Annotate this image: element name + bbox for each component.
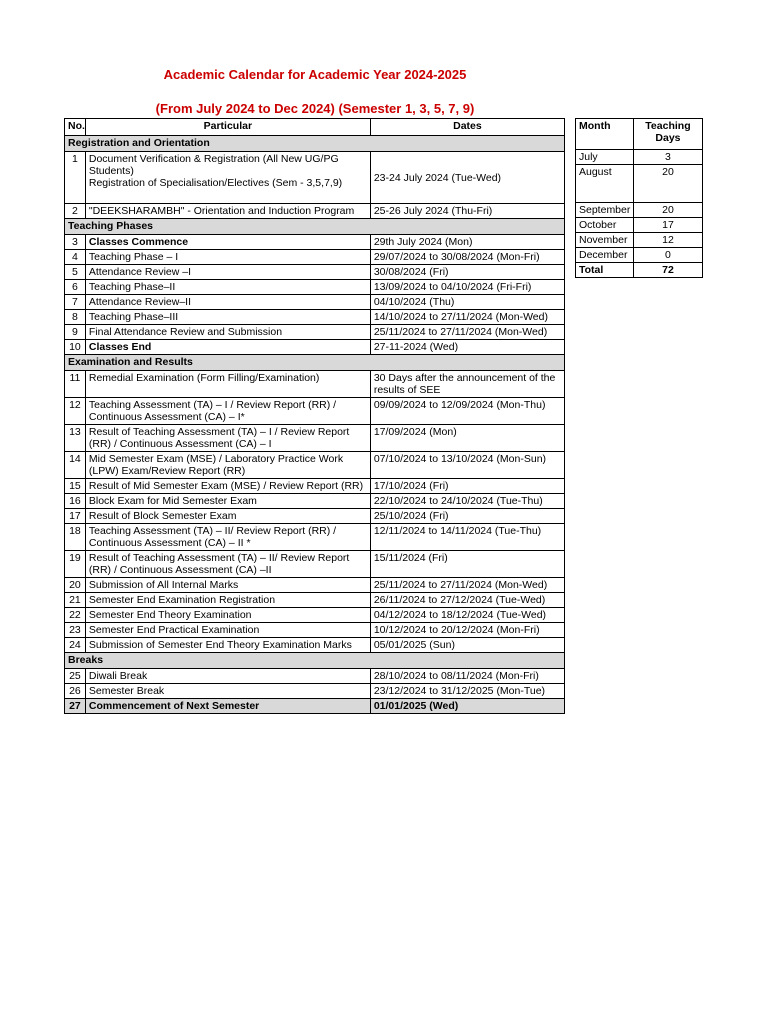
- table-row: [65, 295, 565, 310]
- row-particular: Final Attendance Review and Submission: [85, 325, 370, 340]
- row-particular: "DEEKSHARAMBH" - Orientation and Induction Program: [85, 204, 370, 219]
- month-days: 12: [633, 233, 702, 248]
- row-particular: Submission of All Internal Marks: [85, 578, 370, 593]
- row-particular: Teaching Phase – I: [85, 250, 370, 265]
- month-days: 3: [633, 150, 702, 165]
- calendar-table: [64, 118, 565, 714]
- row-particular: Teaching Phase–II: [85, 280, 370, 295]
- row-date: 23-24 July 2024 (Tue-Wed): [370, 152, 564, 204]
- month-row: [576, 218, 703, 233]
- row-date: 14/10/2024 to 27/11/2024 (Mon-Wed): [370, 310, 564, 325]
- month-row: [576, 150, 703, 165]
- month-row: [576, 248, 703, 263]
- section-row: [65, 136, 565, 152]
- table-row: [65, 669, 565, 684]
- table-row: [65, 524, 565, 551]
- month-row: [576, 233, 703, 248]
- table-row: [65, 494, 565, 509]
- section-row: [65, 355, 565, 371]
- row-particular: Result of Block Semester Exam: [85, 509, 370, 524]
- table-header-row: [65, 119, 565, 136]
- row-date: 23/12/2024 to 31/12/2025 (Mon-Tue): [370, 684, 564, 699]
- row-particular: Block Exam for Mid Semester Exam: [85, 494, 370, 509]
- table-row: [65, 479, 565, 494]
- month-name: August: [576, 165, 634, 203]
- row-no: 7: [65, 295, 86, 310]
- month-name: November: [576, 233, 634, 248]
- row-date: 26/11/2024 to 27/12/2024 (Tue-Wed): [370, 593, 564, 608]
- table-row: [65, 250, 565, 265]
- row-no: 11: [65, 371, 86, 398]
- row-date: 17/10/2024 (Fri): [370, 479, 564, 494]
- row-date: 25/11/2024 to 27/11/2024 (Mon-Wed): [370, 325, 564, 340]
- section-title: Breaks: [65, 653, 565, 669]
- row-date: 13/09/2024 to 04/10/2024 (Fri-Fri): [370, 280, 564, 295]
- header-teaching-days: Teaching Days: [633, 119, 702, 150]
- row-no: 10: [65, 340, 86, 355]
- month-row: [576, 165, 703, 203]
- row-date: 04/10/2024 (Thu): [370, 295, 564, 310]
- row-no: 18: [65, 524, 86, 551]
- row-date: 28/10/2024 to 08/11/2024 (Mon-Fri): [370, 669, 564, 684]
- month-name: September: [576, 203, 634, 218]
- section-row: [65, 219, 565, 235]
- row-particular: [85, 152, 370, 204]
- row-date: 30 Days after the announcement of the results of SEE: [370, 371, 564, 398]
- table-row: [65, 684, 565, 699]
- row-no: 9: [65, 325, 86, 340]
- row-no: 25: [65, 669, 86, 684]
- header-particular: Particular: [85, 119, 370, 136]
- table-row: [65, 340, 565, 355]
- row-particular: Semester End Practical Examination: [85, 623, 370, 638]
- row-particular: Attendance Review–II: [85, 295, 370, 310]
- row-date: 12/11/2024 to 14/11/2024 (Tue-Thu): [370, 524, 564, 551]
- page-subtitle: (From July 2024 to Dec 2024) (Semester 1, 3, 5, 7, 9): [155, 101, 475, 116]
- row-date: 09/09/2024 to 12/09/2024 (Mon-Thu): [370, 398, 564, 425]
- row-no: 1: [65, 152, 86, 204]
- row-no: 8: [65, 310, 86, 325]
- row-no: 13: [65, 425, 86, 452]
- row-particular-line: Document Verification & Registration (All New UG/PG Students): [88, 153, 339, 177]
- row-no: 2: [65, 204, 86, 219]
- row-particular: Teaching Assessment (TA) – I / Review Report (RR) / Continuous Assessment (CA) – I*: [85, 398, 370, 425]
- row-date: 04/12/2024 to 18/12/2024 (Tue-Wed): [370, 608, 564, 623]
- row-date: 25/11/2024 to 27/11/2024 (Mon-Wed): [370, 578, 564, 593]
- row-particular: Teaching Assessment (TA) – II/ Review Report (RR) / Continuous Assessment (CA) – II *: [85, 524, 370, 551]
- row-no: 17: [65, 509, 86, 524]
- row-no: 22: [65, 608, 86, 623]
- month-days: 20: [633, 165, 702, 203]
- row-particular: Mid Semester Exam (MSE) / Laboratory Practice Work (LPW) Exam/Review Report (RR): [85, 452, 370, 479]
- row-no: 4: [65, 250, 86, 265]
- row-no: 12: [65, 398, 86, 425]
- row-particular: Semester Break: [85, 684, 370, 699]
- header-dates: Dates: [370, 119, 564, 136]
- month-name: December: [576, 248, 634, 263]
- table-row: [65, 325, 565, 340]
- table-row: [65, 623, 565, 638]
- row-date: 17/09/2024 (Mon): [370, 425, 564, 452]
- side-header-row: [576, 119, 703, 150]
- row-date: 25/10/2024 (Fri): [370, 509, 564, 524]
- table-row-highlighted: [65, 699, 565, 714]
- total-label: Total: [576, 263, 634, 278]
- row-no: 21: [65, 593, 86, 608]
- row-date: 22/10/2024 to 24/10/2024 (Tue-Thu): [370, 494, 564, 509]
- section-title: Teaching Phases: [65, 219, 565, 235]
- row-particular: Classes Commence: [85, 235, 370, 250]
- section-title: Registration and Orientation: [65, 136, 565, 152]
- row-date: 27-11-2024 (Wed): [370, 340, 564, 355]
- row-date: 15/11/2024 (Fri): [370, 551, 564, 578]
- row-particular: Commencement of Next Semester: [85, 699, 370, 714]
- row-particular: Classes End: [85, 340, 370, 355]
- table-row: [65, 425, 565, 452]
- row-particular: Result of Mid Semester Exam (MSE) / Review Report (RR): [85, 479, 370, 494]
- row-no: 5: [65, 265, 86, 280]
- row-no: 26: [65, 684, 86, 699]
- table-row: [65, 578, 565, 593]
- row-no: 15: [65, 479, 86, 494]
- row-particular-line: Registration of Specialisation/Electives (Sem - 3,5,7,9): [88, 177, 343, 189]
- row-no: 3: [65, 235, 86, 250]
- table-row: [65, 265, 565, 280]
- table-row: [65, 310, 565, 325]
- month-days: 17: [633, 218, 702, 233]
- row-date: 01/01/2025 (Wed): [370, 699, 564, 714]
- row-particular: Semester End Theory Examination: [85, 608, 370, 623]
- row-date: 30/08/2024 (Fri): [370, 265, 564, 280]
- table-row: [65, 371, 565, 398]
- table-row: [65, 551, 565, 578]
- row-no: 27: [65, 699, 86, 714]
- row-no: 14: [65, 452, 86, 479]
- table-row: [65, 204, 565, 219]
- month-days: 0: [633, 248, 702, 263]
- total-row: [576, 263, 703, 278]
- month-row: [576, 203, 703, 218]
- row-no: 19: [65, 551, 86, 578]
- row-no: 6: [65, 280, 86, 295]
- row-date: 25-26 July 2024 (Thu-Fri): [370, 204, 564, 219]
- month-days: 20: [633, 203, 702, 218]
- table-row: [65, 398, 565, 425]
- row-particular: Submission of Semester End Theory Examination Marks: [85, 638, 370, 653]
- header-month: Month: [576, 119, 634, 150]
- section-row: [65, 653, 565, 669]
- row-no: 24: [65, 638, 86, 653]
- table-row: [65, 280, 565, 295]
- month-name: July: [576, 150, 634, 165]
- table-row: [65, 452, 565, 479]
- row-date: 07/10/2024 to 13/10/2024 (Mon-Sun): [370, 452, 564, 479]
- row-particular: Semester End Examination Registration: [85, 593, 370, 608]
- row-no: 16: [65, 494, 86, 509]
- table-row: [65, 638, 565, 653]
- table-row: [65, 152, 565, 204]
- teaching-days-table: [575, 118, 703, 278]
- row-no: 23: [65, 623, 86, 638]
- row-particular: Teaching Phase–III: [85, 310, 370, 325]
- row-particular: Attendance Review –I: [85, 265, 370, 280]
- row-particular: Diwali Break: [85, 669, 370, 684]
- page-title: Academic Calendar for Academic Year 2024-2025: [163, 67, 467, 82]
- table-row: [65, 608, 565, 623]
- table-row: [65, 509, 565, 524]
- row-particular: Result of Teaching Assessment (TA) – I / Review Report (RR) / Continuous Assessment (CA) – I: [85, 425, 370, 452]
- row-date: 29/07/2024 to 30/08/2024 (Mon-Fri): [370, 250, 564, 265]
- row-particular: Result of Teaching Assessment (TA) – II/ Review Report (RR) / Continuous Assessment (CA) –II: [85, 551, 370, 578]
- total-days: 72: [633, 263, 702, 278]
- header-no: No.: [65, 119, 86, 136]
- row-no: 20: [65, 578, 86, 593]
- row-date: 10/12/2024 to 20/12/2024 (Mon-Fri): [370, 623, 564, 638]
- row-date: 29th July 2024 (Mon): [370, 235, 564, 250]
- table-row: [65, 593, 565, 608]
- section-title: Examination and Results: [65, 355, 565, 371]
- row-particular: Remedial Examination (Form Filling/Examination): [85, 371, 370, 398]
- month-name: October: [576, 218, 634, 233]
- table-row: [65, 235, 565, 250]
- row-date: 05/01/2025 (Sun): [370, 638, 564, 653]
